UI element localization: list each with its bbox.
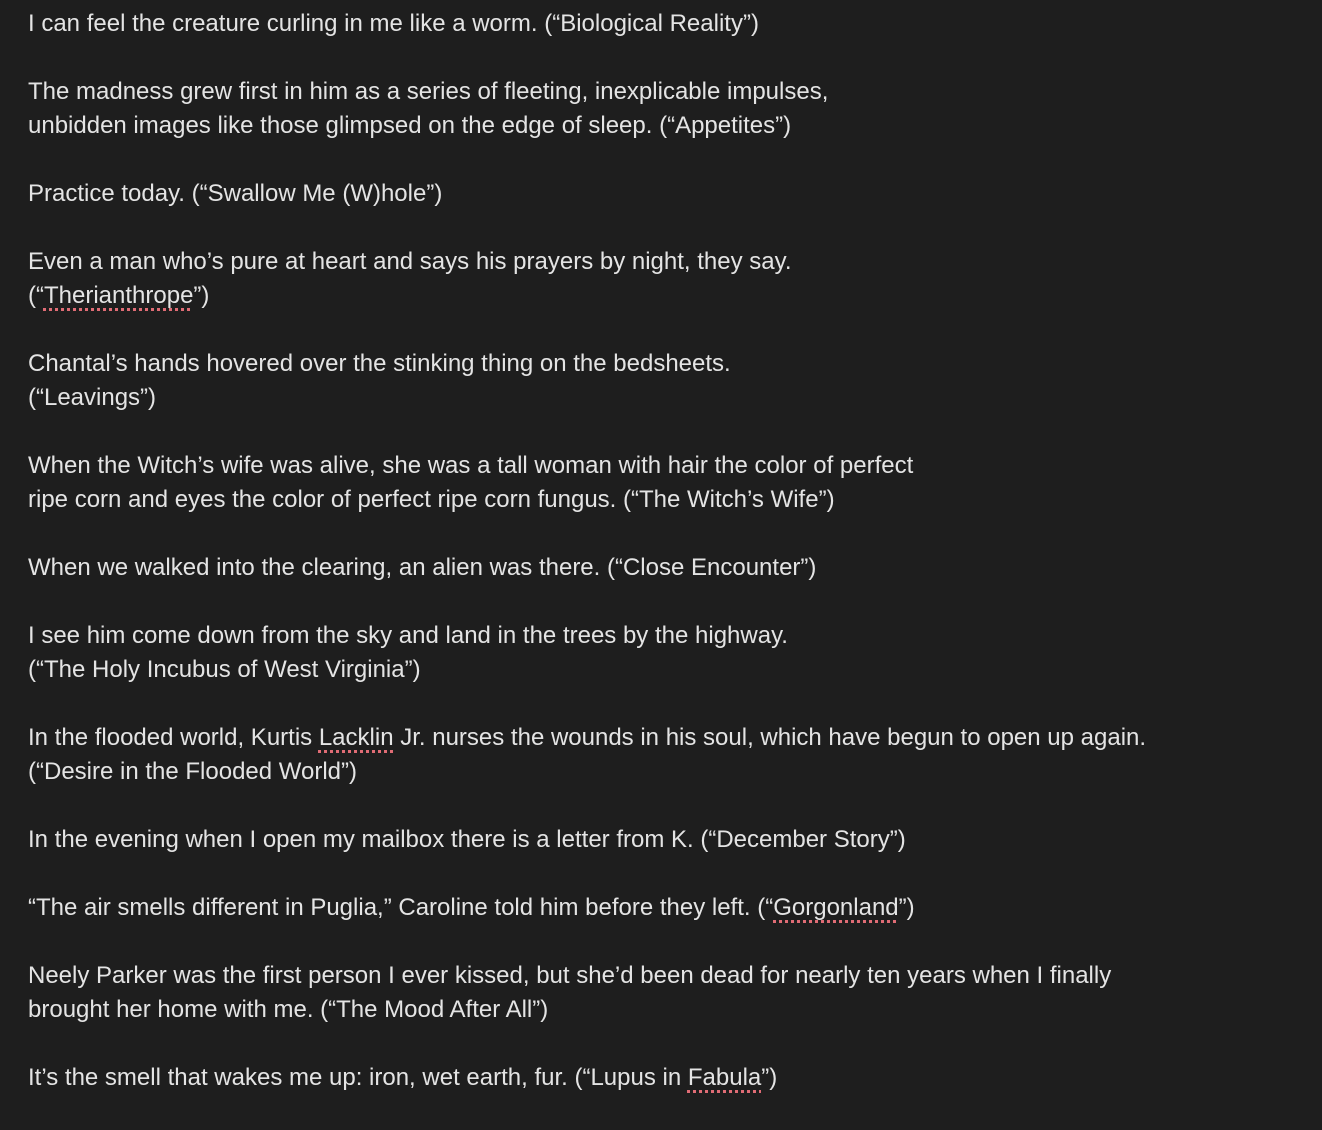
text-segment: Jr. nurses the wounds in his soul, which have begun to open up again. [393, 724, 1147, 751]
misspelled-word[interactable]: Fabula [687, 1064, 762, 1091]
text-segment: (“Desire in the Flooded World”) [28, 758, 358, 785]
text-line[interactable] [28, 109, 1322, 143]
text-segment: Neely Parker was the first person I ever kissed, but she’d been dead for nearly ten years when I finally [28, 962, 1112, 989]
text-line[interactable] [28, 483, 1322, 517]
paragraph[interactable] [28, 449, 1322, 517]
text-segment: (“The Holy Incubus of West Virginia”) [28, 656, 421, 683]
text-segment: (“ [28, 282, 44, 309]
text-line[interactable] [28, 75, 1322, 109]
text-line[interactable] [28, 7, 1322, 41]
text-segment: “The air smells different in Puglia,” Caroline told him before they left. (“ [28, 894, 774, 921]
paragraph[interactable] [28, 551, 1322, 585]
text-segment: ”) [898, 894, 915, 921]
text-line[interactable] [28, 279, 1322, 313]
misspelled-word[interactable]: Gorgonland [773, 894, 899, 921]
text-segment: ”) [761, 1064, 778, 1091]
text-line[interactable] [28, 177, 1322, 211]
text-segment: ripe corn and eyes the color of perfect ripe corn fungus. (“The Witch’s Wife”) [28, 486, 835, 513]
text-segment: I see him come down from the sky and land in the trees by the highway. [28, 622, 788, 649]
paragraph[interactable] [28, 619, 1322, 687]
text-segment: In the evening when I open my mailbox there is a letter from K. (“December Story”) [28, 826, 906, 853]
text-segment: brought her home with me. (“The Mood After All”) [28, 996, 549, 1023]
paragraph[interactable] [28, 177, 1322, 211]
paragraph[interactable] [28, 891, 1322, 925]
paragraph[interactable] [28, 721, 1322, 789]
text-line[interactable] [28, 449, 1322, 483]
paragraph[interactable] [28, 7, 1322, 41]
misspelled-word[interactable]: Lacklin [318, 724, 394, 751]
text-line[interactable] [28, 551, 1322, 585]
paragraph[interactable] [28, 823, 1322, 857]
paragraph[interactable] [28, 1061, 1322, 1095]
paragraph[interactable] [28, 959, 1322, 1027]
text-segment: Even a man who’s pure at heart and says his prayers by night, they say. [28, 248, 792, 275]
text-segment: The madness grew first in him as a series of fleeting, inexplicable impulses, [28, 78, 829, 105]
text-segment: I can feel the creature curling in me like a worm. (“Biological Reality”) [28, 10, 759, 37]
text-segment: unbidden images like those glimpsed on the edge of sleep. (“Appetites”) [28, 112, 792, 139]
text-line[interactable] [28, 381, 1322, 415]
text-line[interactable] [28, 959, 1322, 993]
text-line[interactable] [28, 755, 1322, 789]
text-line[interactable] [28, 993, 1322, 1027]
text-line[interactable] [28, 891, 1322, 925]
text-line[interactable] [28, 1061, 1322, 1095]
text-segment: In the flooded world, Kurtis [28, 724, 319, 751]
text-line[interactable] [28, 653, 1322, 687]
paragraph[interactable] [28, 75, 1322, 143]
text-line[interactable] [28, 347, 1322, 381]
text-segment: Chantal’s hands hovered over the stinking thing on the bedsheets. [28, 350, 731, 377]
text-segment: Practice today. (“Swallow Me (W)hole”) [28, 180, 443, 207]
paragraph[interactable] [28, 347, 1322, 415]
text-segment: ”) [193, 282, 210, 309]
text-line[interactable] [28, 245, 1322, 279]
text-line[interactable] [28, 721, 1322, 755]
misspelled-word[interactable]: Therianthrope [43, 282, 194, 309]
text-line[interactable] [28, 619, 1322, 653]
text-line[interactable] [28, 823, 1322, 857]
text-segment: It’s the smell that wakes me up: iron, wet earth, fur. (“Lupus in [28, 1064, 688, 1091]
text-segment: (“Leavings”) [28, 384, 157, 411]
text-segment: When the Witch’s wife was alive, she was a tall woman with hair the color of perfect [28, 452, 914, 479]
paragraph[interactable] [28, 245, 1322, 313]
text-segment: When we walked into the clearing, an alien was there. (“Close Encounter”) [28, 554, 817, 581]
